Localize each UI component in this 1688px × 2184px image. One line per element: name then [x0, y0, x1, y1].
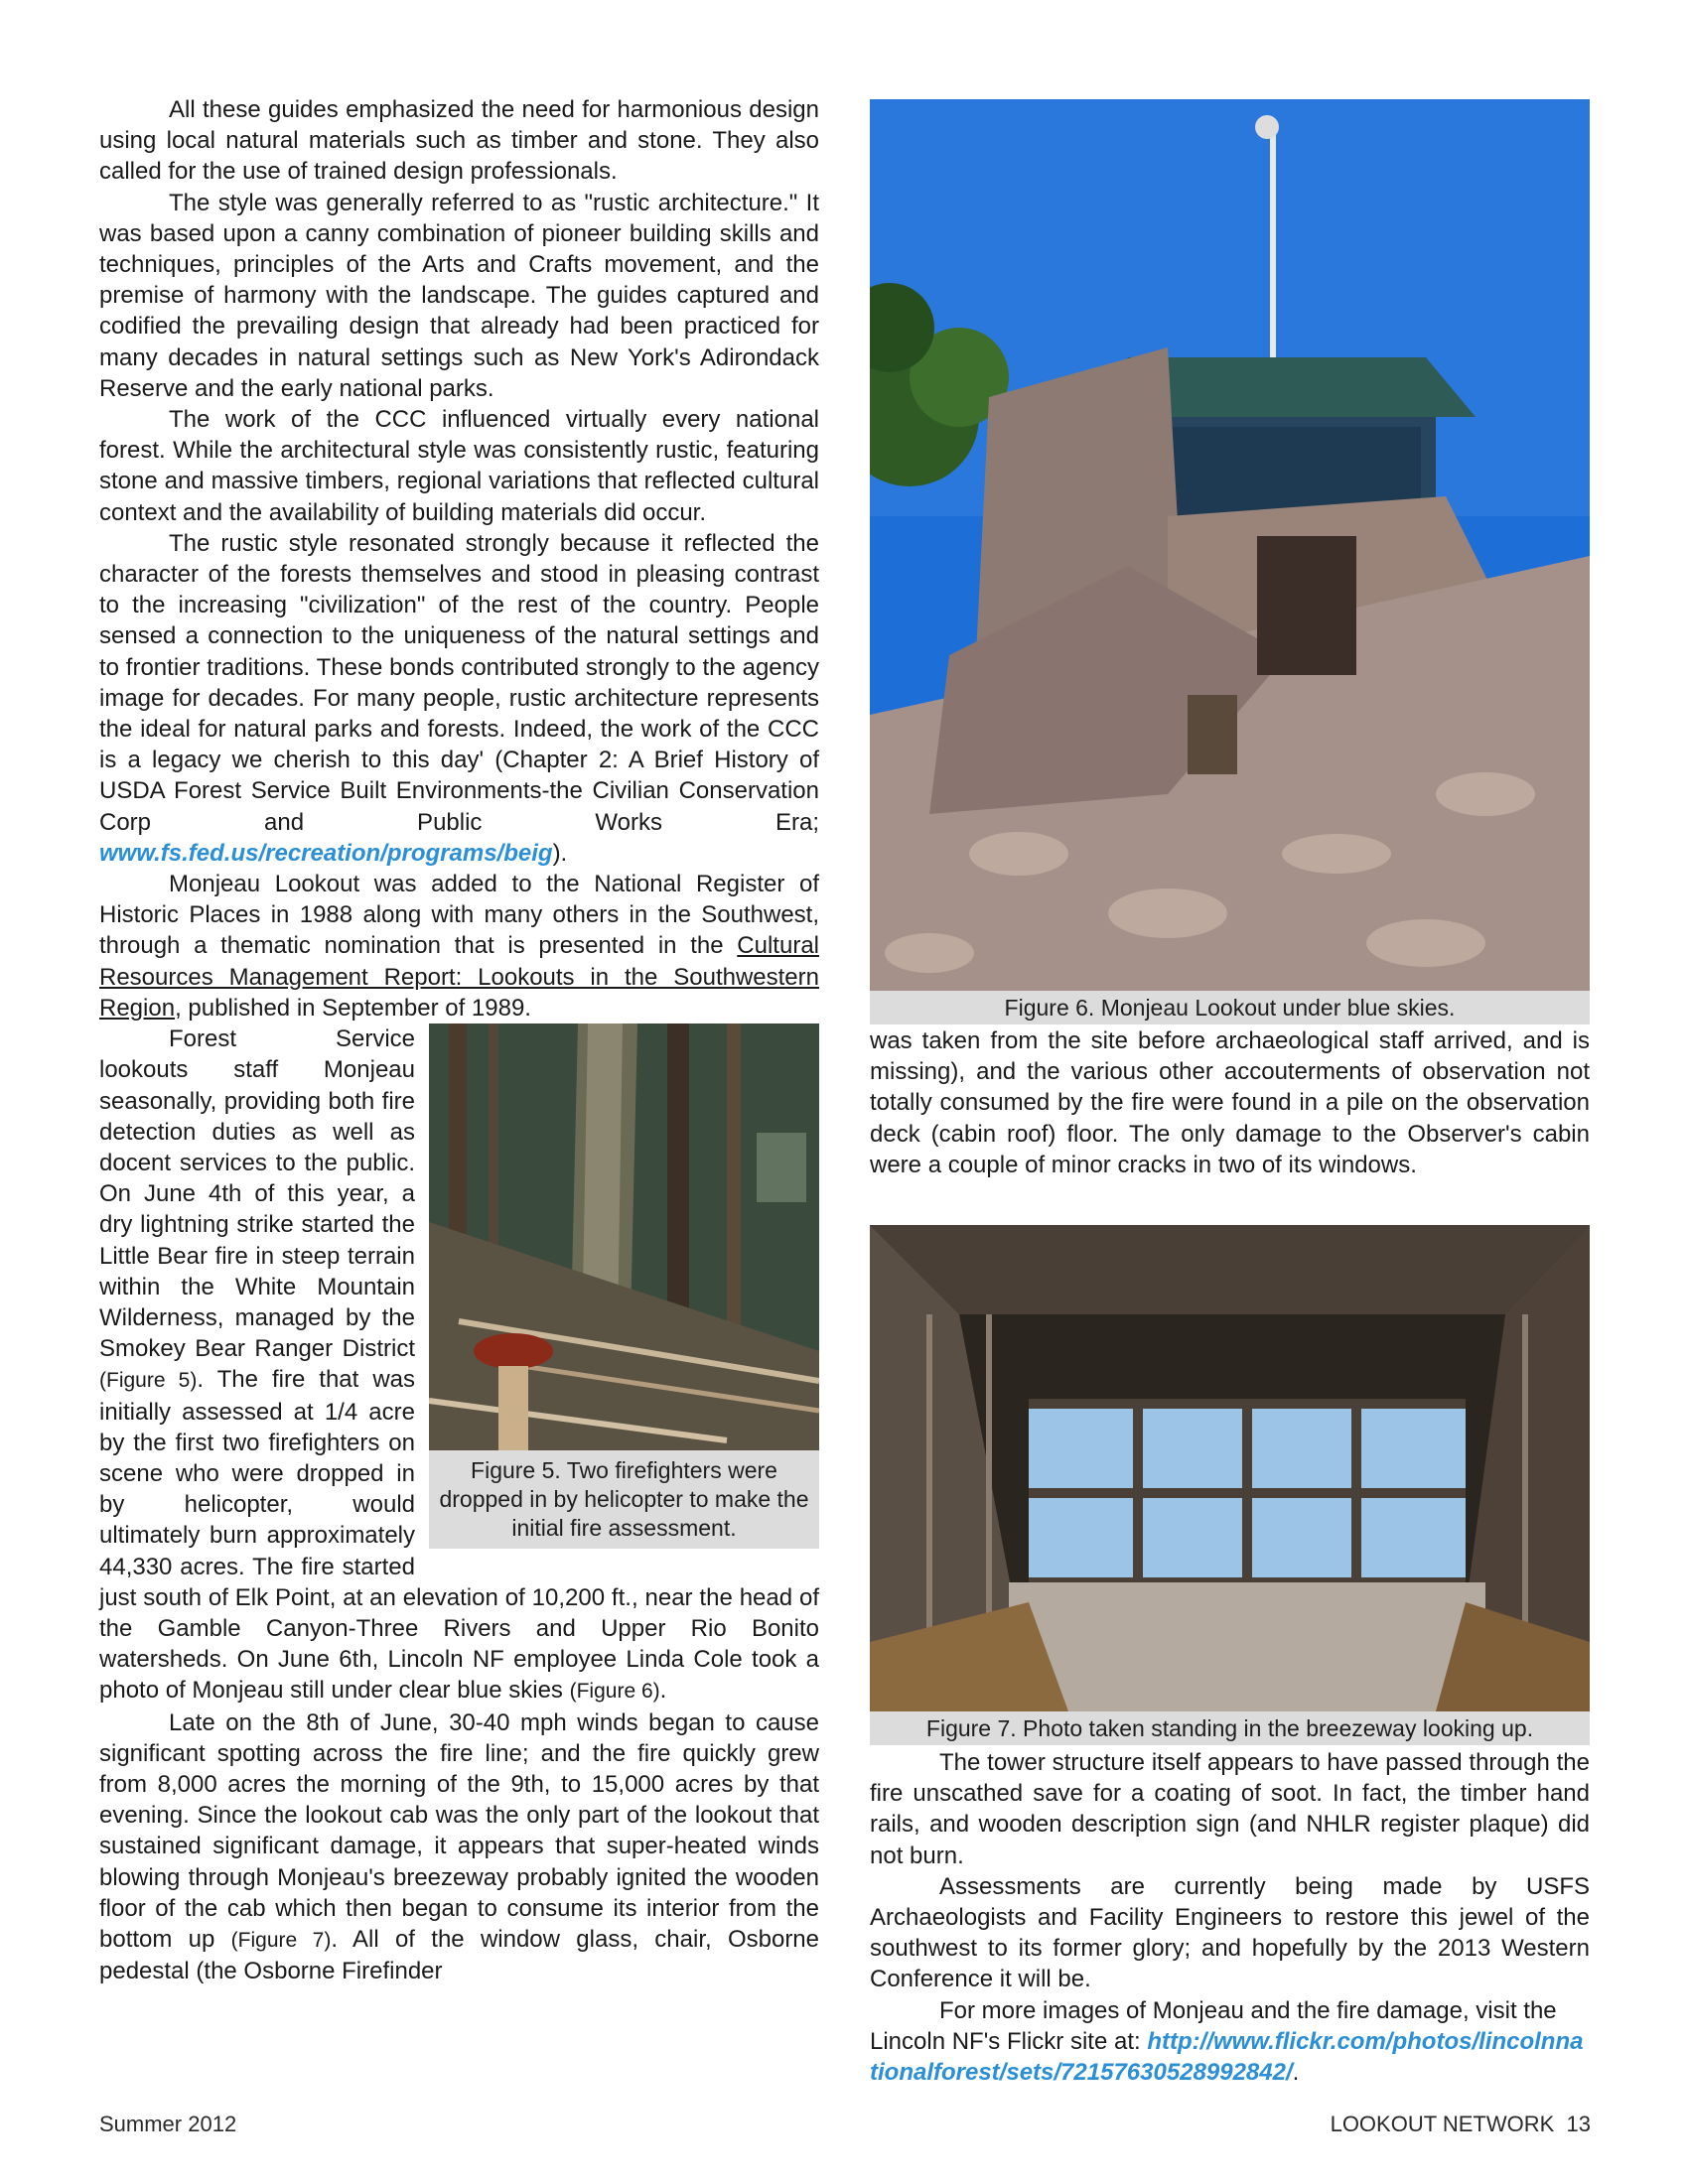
paragraph [99, 1707, 819, 1987]
figure-7-caption: Figure 7. Photo taken standing in the breezeway looking up. [870, 1711, 1590, 1745]
paragraph [99, 869, 819, 1024]
text-run: For more images of Monjeau and the fire damage, visit the Lincoln NF's Flickr site at: [870, 1996, 1557, 2055]
paragraph: The tower structure itself appears to have passed through the fire unscathed save for a coating of soot. In fact, the timber hand rails, and wooden description sign (and NHLR register plaque) did not burn. [870, 1749, 1590, 1869]
figure-reference: (Figure 7) [230, 1928, 332, 1952]
figure-6-caption: Figure 6. Monjeau Lookout under blue skies. [870, 991, 1590, 1024]
text-run: Forest Service lookouts staff Monjeau seasonally, providing both fire detection duties as well as docent services to the public. On June 4th of this year, a dry lightning strike started the Little Bear fire in steep terrain within the White Mountain Wilderness, managed by the Smokey Bear Ranger District [99, 1025, 415, 1363]
flickr-link[interactable]: http://www.flickr.com/photos/lincolnnationalforest/sets/72157630528992842/ [870, 2027, 1584, 2087]
text-run: , published in September of 1989. [175, 994, 531, 1022]
paragraph [870, 1995, 1590, 2089]
figure-reference: (Figure 6) [569, 1680, 660, 1704]
paragraph: The style was generally referred to as "rustic architecture." It was based upon a canny combination of pioneer building skills and techniques, principles of the Arts and Crafts movement, and the premise of harmony with the landscape. The guides captured and codified the prevailing design that already had been practiced for many decades in natural settings such as New York's Adirondack Reserve and the early national parks. [99, 189, 819, 402]
text-run: Late on the 8th of June, 30-40 mph winds began to cause significant spotting across the fire line; and the fire quickly grew from 8,000 acres the morning of the 9th, to 15,000 acres by that evening. Since the lookout cab was the only part of the lookout that sustained significant damage, it appears that super-heated winds blowing through Monjeau's breezeway probably ignited the wooden floor of the cab which then began to consume its interior from the bottom up [99, 1708, 819, 1953]
left-column [99, 94, 819, 1986]
footer-issue-date: Summer 2012 [99, 2112, 237, 2136]
text-run: ). [552, 839, 568, 867]
figure-5 [429, 1024, 819, 1549]
paragraph: The work of the CCC influenced virtually every national forest. While the architectural style was consistently rustic, featuring stone and massive timbers, regional variations that reflected cultural context and the availability of building materials did occur. [99, 406, 819, 526]
right-column-top [870, 1025, 1590, 1180]
text-run: . [659, 1677, 667, 1705]
paragraph [99, 528, 819, 869]
figure-6-photo [870, 99, 1590, 991]
text-run: . All of the window glass, chair, Osborne pedestal (the Osborne Firefinder [99, 1925, 820, 1985]
paragraph: All these guides emphasized the need for harmonious design using local natural materials such as timber and stone. They also called for the use of trained design professionals. [99, 96, 819, 186]
paragraph: was taken from the site before archaeological staff arrived, and is missing), and the various other accouterments of observation not totally consumed by the fire were found in a pile on the observation deck (cabin roof) floor. The only damage to the Observer's cabin were a couple of minor cracks in two of its windows. [870, 1027, 1590, 1178]
right-column-bottom [870, 1747, 1590, 2088]
paragraph: Assessments are currently being made by USFS Archaeologists and Facility Engineers to restore this jewel of the southwest to its former glory; and hopefully by the 2013 Western Conference it will be. [870, 1872, 1590, 1993]
figure-reference: (Figure 5) [99, 1369, 198, 1393]
figure-7-photo [870, 1225, 1590, 1711]
text-run: Monjeau Lookout was added to the National Register of Historic Places in 1988 along with many others in the Southwest, through a thematic nomination that is presented in the [99, 871, 819, 960]
report-title: Cultural Resources Management Report: Lookouts in the Southwestern Region [99, 932, 819, 1022]
figure-5-caption: Figure 5. Two firefighters were dropped in by helicopter to make the initial fire assessment. [429, 1450, 819, 1549]
text-run: The rustic style resonated strongly because it reflected the character of the forests themselves and stood in pleasing contrast to the increasing "civilization" of the rest of the country. People sensed a connection to the uniqueness of the natural settings and to frontier traditions. These bonds contributed strongly to the agency image for decades. For many people, rustic architecture represents the ideal for natural parks and forests. Indeed, the work of the CCC is a legacy we cherish to this day' (Chapter 2: A Brief History of USDA Forest Service Built Environments-the Civilian Conservation Corp and Public Works Era; [99, 529, 819, 836]
footer-page-number: LOOKOUT NETWORK 13 [1330, 2112, 1591, 2136]
figure-5-photo [429, 1024, 819, 1450]
beig-link[interactable]: www.fs.fed.us/recreation/programs/beig [99, 839, 553, 867]
text-run: . The fire that was initially assessed at 1/4 acre by the first two firefighters on scene who were dropped in by helicopter, would ultimately burn approximately 44,330 acres. The fire started just south of Elk Point, at an elevation of 10,200 ft., near the head of the Gamble Canyon-Three Rivers and Upper Rio Bonito watersheds. On June 6th, Lincoln NF employee Linda Cole took a photo of Monjeau still under clear blue skies [99, 1366, 819, 1705]
text-run: . [1292, 2059, 1300, 2087]
